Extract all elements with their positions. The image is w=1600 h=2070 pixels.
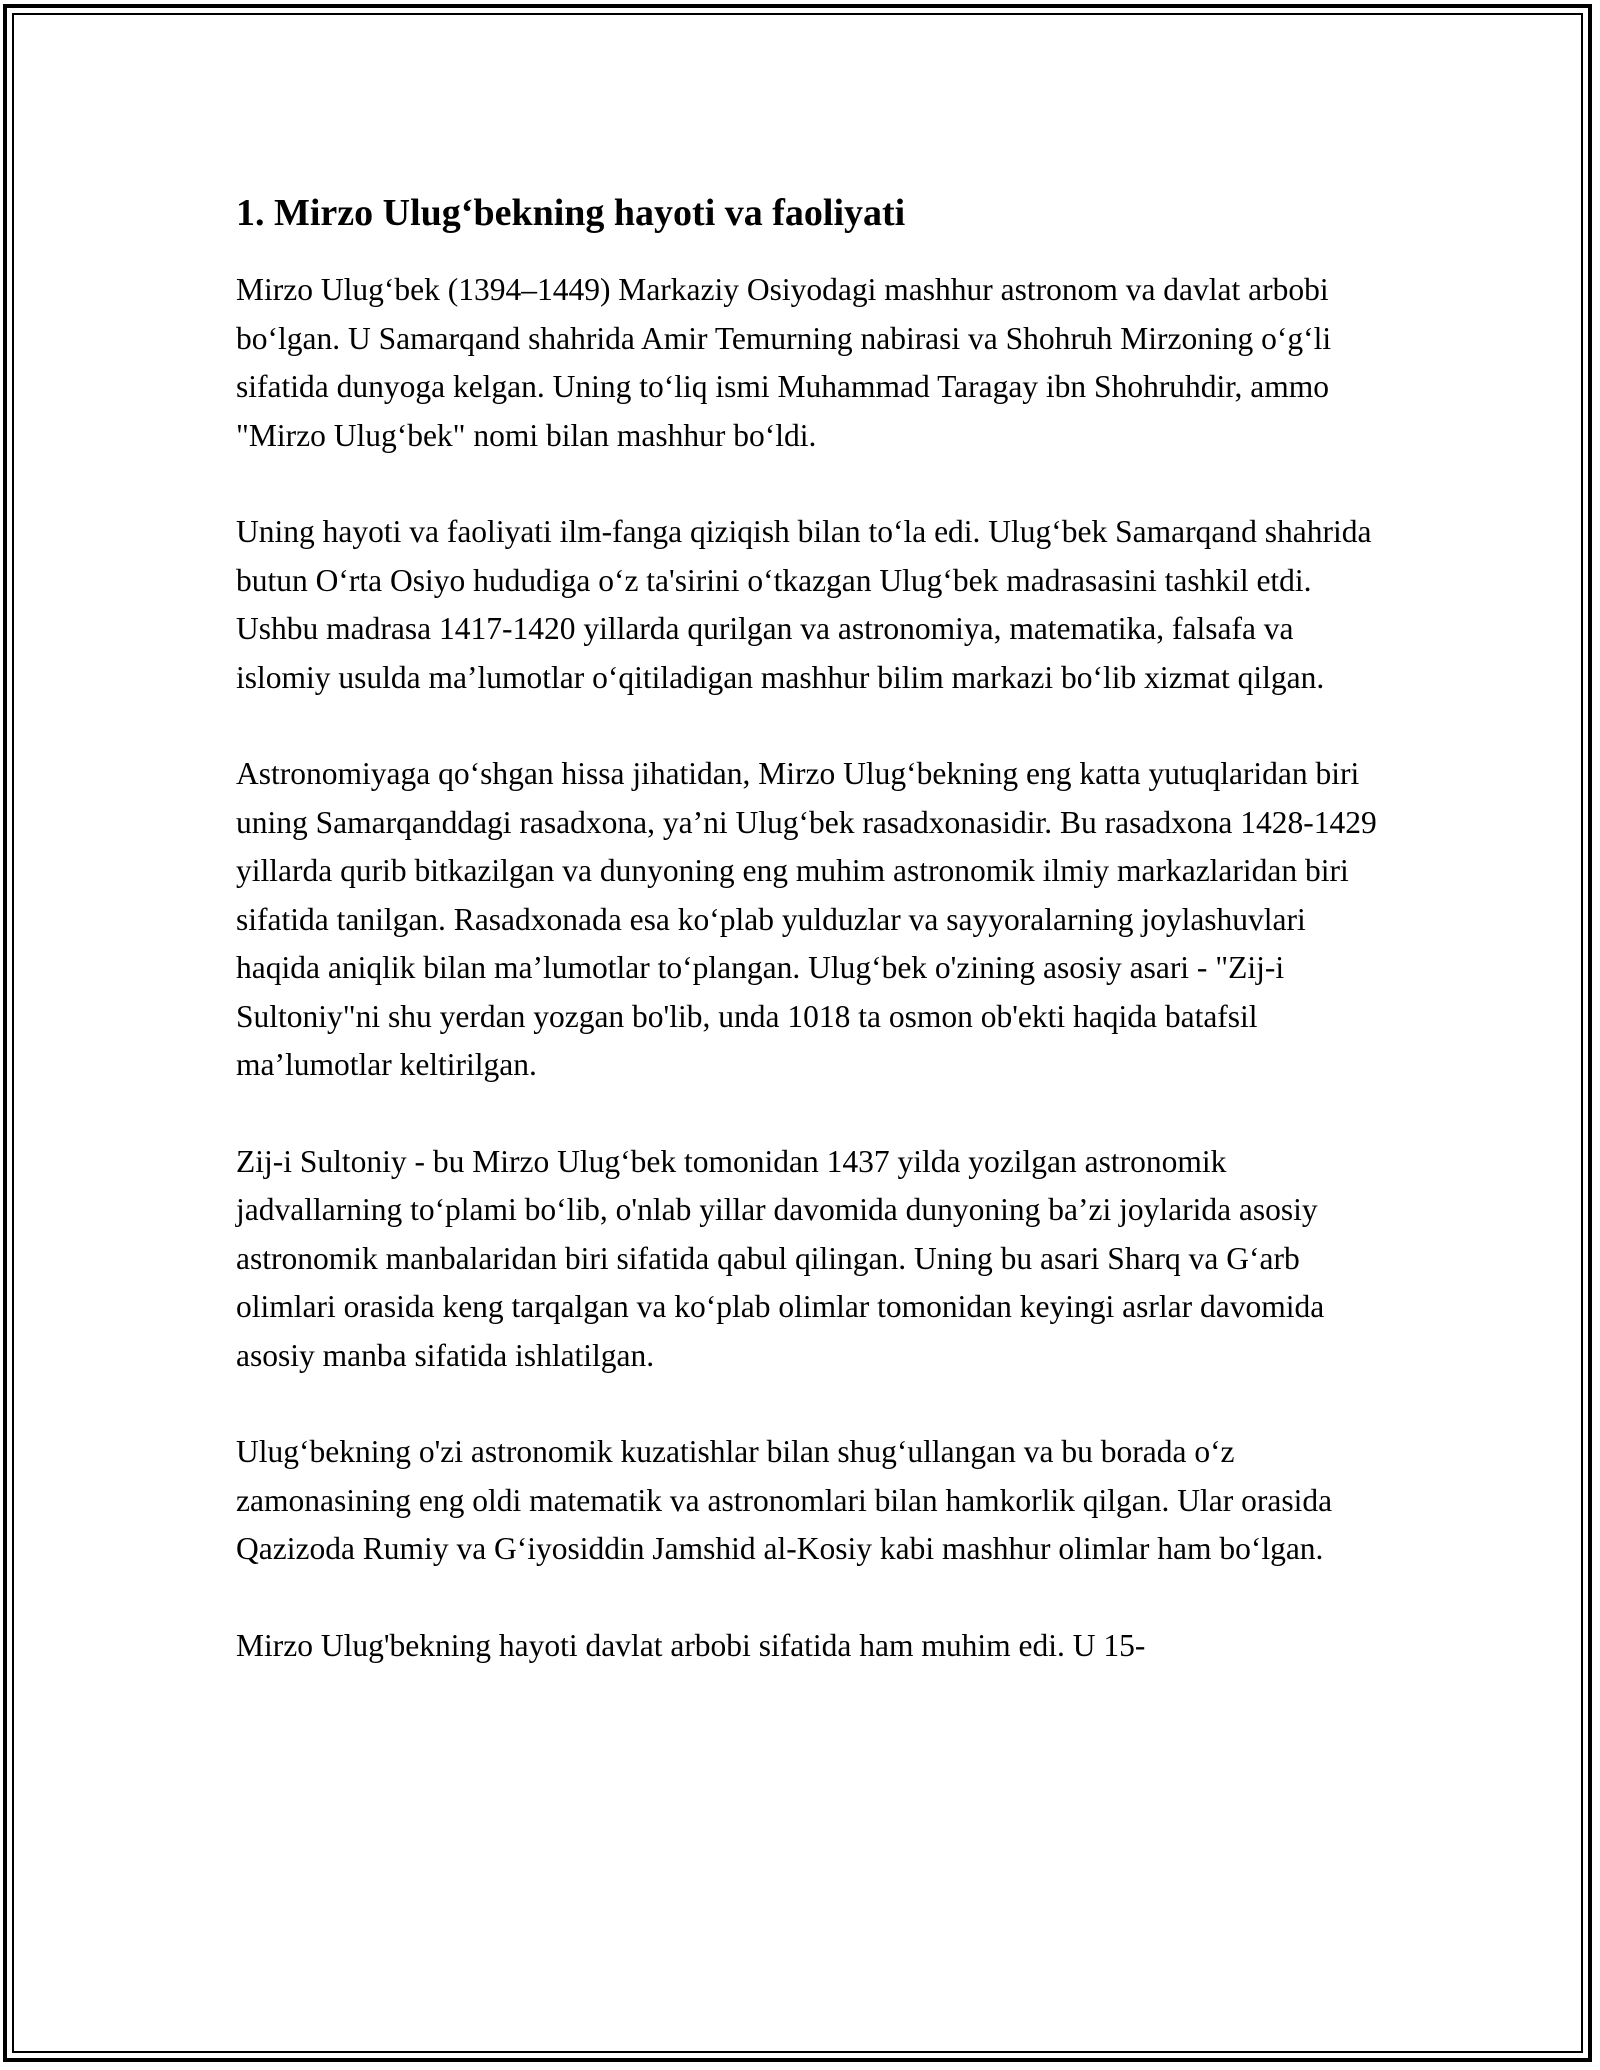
paragraph-6: Mirzo Ulug'bekning hayoti davlat arbobi sifatida ham muhim edi. U 15- xyxy=(236,1627,1146,1663)
paragraph-2: Uning hayoti va faoliyati ilm-fanga qiziqish bilan to‘la edi. Ulug‘bek Samarqand shahrida butun O‘rta Osiyo hududiga o‘z ta'sirini o‘tkazgan Ulug‘bek madrasasini tashkil etdi. Ushbu madrasa 1417-1420 yillarda qurilgan va astronomiya, matematika, falsafa va islomiy usulda ma’lumotlar o‘qitiladigan mashhur bilim markazi bo‘lib xizmat qilgan. xyxy=(236,514,1372,695)
section-heading: 1. Mirzo Ulug‘bekning hayoti va faoliyati xyxy=(236,192,906,234)
paragraph-5: Ulug‘bekning o'zi astronomik kuzatishlar bilan shug‘ullangan va bu borada o‘z zamonasining eng oldi matematik va astronomlari bilan hamkorlik qilgan. Ular orasida Qazizoda Rumiy va G‘iyosiddin Jamshid al-Kosiy kabi mashhur olimlar ham bo‘lgan. xyxy=(236,1434,1333,1566)
paragraph-1: Mirzo Ulug‘bek (1394–1449) Markaziy Osiyodagi mashhur astronom va davlat arbobi bo‘lgan. U Samarqand shahrida Amir Temurning nabirasi va Shohruh Mirzoning o‘g‘li sifatida dunyoga kelgan. Uning to‘liq ismi Muhammad Taragay ibn Shohruhdir, ammo "Mirzo Ulug‘bek" nomi bilan mashhur bo‘ldi. xyxy=(236,272,1332,453)
paragraph-4: Zij-i Sultoniy - bu Mirzo Ulug‘bek tomonidan 1437 yilda yozilgan astronomik jadvallarning to‘plami bo‘lib, o'nlab yillar davomida dunyoning ba’zi joylarida asosiy astronomik manbalaridan biri sifatida qabul qilingan. Uning bu asari Sharq va G‘arb olimlari orasida keng tarqalgan va ko‘plab olimlar tomonidan keyingi asrlar davomida asosiy manba sifatida ishlatilgan. xyxy=(236,1143,1325,1373)
paragraph-3: Astronomiyaga qo‘shgan hissa jihatidan, Mirzo Ulug‘bekning eng katta yutuqlaridan biri uning Samarqanddagi rasadxona, ya’ni Ulug‘bek rasadxonasidir. Bu rasadxona 1428-1429 yillarda qurib bitkazilgan va dunyoning eng muhim astronomik ilmiy markazlaridan biri sifatida tanilgan. Rasadxonada esa ko‘plab yulduzlar va sayyoralarning joylashuvlari haqida aniqlik bilan ma’lumotlar to‘plangan. Ulug‘bek o'zining asosiy asari - "Zij-i Sultoniy"ni shu yerdan yozgan bo'lib, unda 1018 ta osmon ob'ekti haqida batafsil ma’lumotlar keltirilgan. xyxy=(236,756,1377,1082)
document-body xyxy=(236,186,1386,1670)
